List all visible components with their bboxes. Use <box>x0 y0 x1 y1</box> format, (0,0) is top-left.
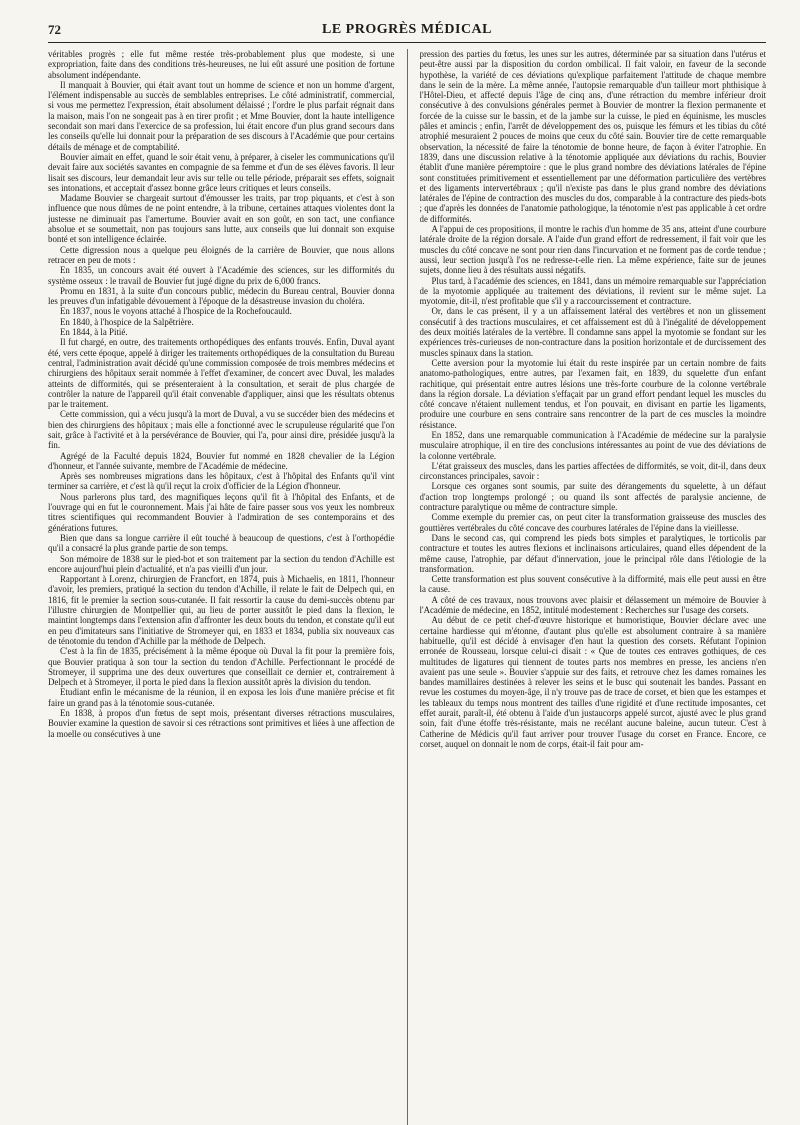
paragraph: Il fut chargé, en outre, des traitements orthopédiques des enfants trouvés. Enfin, Duval ayant été, vers cette époque, appelé à diriger les traitements orthopédiques de la consultation du Bureau central, l'administration avait décidé qu'une commission composée de trois membres médecins et chirurgiens des hôpitaux serait nommée à l'effet d'examiner, de concert avec Duval, les malades atteints de difformités, qui se présenteraient à la consultation, et serait de plus chargée de contrôler la nature de l'appareil qu'il était convenable d'appliquer, ainsi que les résultats obtenus par le traitement. <box>48 337 395 410</box>
paragraph: En 1838, à propos d'un fœtus de sept mois, présentant diverses rétractions musculaires, Bouvier examine la question de savoir si ces rétractions sont primitives et liées à une affection de la moelle ou consécutives à une <box>48 708 395 739</box>
page-number: 72 <box>48 22 61 37</box>
paragraph: Il manquait à Bouvier, qui était avant tout un homme de science et non un homme d'argent, l'élément indispensable au succès de semblables entreprises. Le côté administratif, commercial, si vous me permettez l'expression, était absolument délaissé ; l'ordre le plus parfait régnait dans la maison, mais l'on ne songeait pas à en tirer profit ; et Mme Bouvier, dont la haute intelligence secondait son mari dans l'exercice de sa profession, lui était encore d'un plus grand secours dans les conseils qu'elle lui donnait pour la préparation de ses discours à l'Académie que pour certains détails de ménage et de comptabilité. <box>48 79 395 152</box>
paragraph: Nous parlerons plus tard, des magnifiques leçons qu'il fit à l'hôpital des Enfants, et de l'ouvrage qui en fut le couronnement. Mais j'ai hâte de faire passer sous vos yeux les nombreux titres scientifiques qui recommandent Bouvier à l'admiration de ses contemporains et des générations futures. <box>48 491 395 533</box>
paragraph: Bien que dans sa longue carrière il eût touché à beaucoup de questions, c'est à l'orthopédie qu'il a consacré la plus grande partie de son temps. <box>48 532 395 554</box>
paragraph: Etudiant enfin le mécanisme de la réunion, il en exposa les lois d'une manière précise et fit faire un grand pas à la ténotomie sous-cutanée. <box>48 687 395 708</box>
paragraph: Cette transformation est plus souvent consécutive à la difformité, mais elle peut aussi en être la cause. <box>419 574 767 595</box>
column-divider <box>407 49 408 1125</box>
paragraph: pression des parties du fœtus, les unes sur les autres, déterminée par sa situation dans l'utérus et peut-être aussi par la disposition du cordon ombilical. Il fait valoir, en faveur de la seconde hypothèse, la variété de ces déviations qu'explique parfaitement l'attitude de chaque membre dans le sein de la mère. La même année, l'autopsie remarquable d'un tailleur mort phthisique à l'Hôtel-Dieu, et affecté depuis l'âge de cinq ans, d'une rétraction du membre inférieur droit consécutive à des convulsions générales permet à Bouvier de montrer la flexion permanente et forcée de la cuisse sur le bassin, et de la jambe sur la cuisse, le pied en équinisme, les muscles pâles et amincis ; enfin, l'arrêt de développement des os, puisque les fémurs et les tibias du côté atrophié mesuraient 2 pouces de moins que ceux du côté sain. Bouvier tire de cette remarquable observation, la nécessité de faire la ténotomie de bonne heure, de façon à éviter l'atrophie. En 1839, dans une discussion relative à la ténotomie appliquée aux déviations du rachis, Bouvier établit d'une manière péremptoire : que le plus grand nombre des déviations latérales de l'épine sont constituées primitivement et essentiellement par une déformation particulière des vertèbres et des ligaments intervertébraux ; qu'il n'existe pas dans le plus grand nombre des déviations latérales de l'épine de contraction des muscles du dos, comparable à la contracture des pieds-bots ; que d'après les données de l'anatomie pathologique, la ténotomie n'est pas applicable à cet ordre de difformités. <box>419 49 767 224</box>
paragraph: Son mémoire de 1838 sur le pied-bot et son traitement par la section du tendon d'Achille est encore aujourd'hui plein d'actualité, et n'a pas vieilli d'un jour. <box>48 553 395 574</box>
paragraph: Agrégé de la Faculté depuis 1824, Bouvier fut nommé en 1828 chevalier de la Légion d'honneur, et l'année suivante, membre de l'Académie de médecine. <box>48 450 395 471</box>
paragraph: Au début de ce petit chef-d'œuvre historique et humoristique, Bouvier déclare avec une certaine hardiesse qui m'étonne, d'autant plus qu'elle est absolument contraire à sa manière habituelle, qu'il est décidé à envisager d'en haut la question des corsets. Réfutant l'opinion erronée de Rousseau, lorsque celui-ci disait : « Que de toutes ces entraves gothiques, de ces multitudes de ligatures qui tiennent de toutes parts nos membres en presse, les anciens n'en avaient pas une seule ». Bouvier s'appuie sur des faits, et retrouve chez les dames romaines les bandes mamillaires destinées à relever les seins et le busc qui soutenait les bandes. Passant en revue les costumes du moyen-âge, il n'y trouve pas de trace de corset, et bien que les estampes et les tableaux du temps nous montrent des tailles d'une rigidité et d'une rectitude imposantes, cet effet aurait, paraît-il, été obtenu à l'aide d'un justaucorps appelé surcot, ajusté avec le plus grand soin, fait d'une étoffe très-résistante, mais ne recélant aucune baleine, aucun tuteur. C'est à Catherine de Médicis qu'il faut arriver pour trouver l'usage du corset en France. Encore, ce corset, auquel on donnait le nom de corps, était-il fait pour am- <box>419 615 767 749</box>
journal-title: LE PROGRÈS MÉDICAL <box>321 22 493 37</box>
paragraph: Comme exemple du premier cas, on peut citer la transformation graisseuse des muscles des gouttières vertébrales du côté concave des courbures latérales de l'épine dans la vieillesse. <box>419 512 767 533</box>
paragraph: Rapportant à Lorenz, chirurgien de Francfort, en 1874, puis à Michaelis, en 1811, l'honneur d'avoir, les premiers, pratiqué la section du tendon d'Achille, il relate le fait de Delpech qui, en 1816, fit le premier la section sous-cutanée. Il fait ressortir la cause du demi-succès obtenu par l'illustre chirurgien de Montpellier qui, au lieu de porter aussitôt le pied dans la flexion, le maintint longtemps dans l'extension afin d'affronter les deux bouts du tendon, et constate qu'il eut en peu d'imitateurs sans l'initiative de Stromeyer qui, en 1833 et 1834, publia six nouveaux cas de ténotomie du tendon d'Achille par la méthode de Delpech. <box>48 574 395 646</box>
paragraph: Plus tard, à l'académie des sciences, en 1841, dans un mémoire remarquable sur l'appréciation de la myotomie appliquée au traitement des déviations, il revient sur le même sujet. La myotomie, dit-il, n'est profitable que s'il y a raccourcissement et contracture. <box>419 275 767 307</box>
paragraph: Cette digression nous a quelque peu éloignés de la carrière de Bouvier, que nous allons retracer en peu de mots : <box>48 244 395 265</box>
paragraph: Madame Bouvier se chargeait surtout d'émousser les traits, par trop piquants, et c'est à son influence que nous dûmes de ne point entendre, à la tribune, certaines attaques violentes dont la justesse ne diminuait pas l'amertume. Bouvier avait en son goût, en son tact, une confiance absolue et se soumettait, non pas toujours sans lutte, aux conseils que lui donnait son exquise bonté et son intelligence éclairée. <box>48 193 395 245</box>
paragraph: Cette commission, qui a vécu jusqu'à la mort de Duval, a vu se succéder bien des médecins et bien des chirurgiens des hôpitaux ; mais elle a fonctionné avec le scrupuleuse régularité que l'on sait, grâce à l'activité et à la persévérance de Bouvier, qui l'a, pour ainsi dire, présidée jusqu'à la fin. <box>48 409 395 451</box>
paragraph: C'est à la fin de 1835, précisément à la même époque où Duval la fit pour la première fois, que Bouvier pratiqua à son tour la section du tendon d'Achille. Perfectionnant le procédé de Stromeyer, il supprima une des deux ouvertures que conseillait ce dernier et, contrairement à Delpech et à Stromeyer, il porta le pied dans la flexion aussitôt après la division du tendon. <box>48 646 395 688</box>
paragraph: En 1837, nous le voyons attaché à l'hospice de la Rochefoucauld. <box>60 306 292 317</box>
paragraph: Dans le second cas, qui comprend les pieds bots simples et paralytiques, le torticolis par contracture et toutes les autres flexions et inclinaisons articulaires, quand elles dépendent de la même cause, l'atrophie, par défaut d'innervation, joue le principal rôle dans l'étiologie de la transformation. <box>419 532 767 574</box>
paragraph: A l'appui de ces propositions, il montre le rachis d'un homme de 35 ans, atteint d'une courbure latérale droite de la région dorsale. A l'aide d'un grand effort de redressement, il fait voir que les muscles du côté concave ne sont pour rien dans l'incurvation et ne forment pas de corde tendue ; aussi, leur section jusqu'à l'os ne redresse-t-elle rien. La même expérience, faite sur de jeunes sujets, donne lieu à des résultats aussi négatifs. <box>419 224 767 276</box>
paragraph: Lorsque ces organes sont soumis, par suite des dérangements du squelette, à un défaut d'action trop longtemps prolongé ; ou quand ils sont affectés de paralysie ancienne, de contracture paralytique ou même de contracture simple. <box>419 481 767 513</box>
paragraph: Bouvier aimait en effet, quand le soir était venu, à préparer, à ciseler les communications qu'il devait faire aux sociétés savantes en compagnie de sa femme et d'un de ses élèves favoris. Il leur lisait ses discours, leur demandait leur avis sur telle ou telle période, préparait ses effets, soignait ses intonations, et acceptait d'assez bonne grâce leurs critiques et leurs conseils. <box>48 151 395 193</box>
paragraph: En 1835, un concours avait été ouvert à l'Académie des sciences, sur les difformités du système osseux : le travail de Bouvier fut jugé digne du prix de 6,000 francs. <box>48 265 395 286</box>
paragraph: Après ses nombreuses migrations dans les hôpitaux, c'est à l'hôpital des Enfants qu'il vint terminer sa carrière, et c'est là qu'il reçut la croix d'officier de la Légion d'honneur. <box>48 471 395 492</box>
paragraph: Or, dans le cas présent, il y a un affaissement latéral des vertèbres et non un glissement consécutif à des tractions musculaires, et cet affaissement est dû à l'inégalité de développement des deux moitiés latérales de la vertèbre. Il condamne sans appel la myotomie se fondant sur les expériences très-curieuses de non-contracture dans la position horizontale et de durcissement des muscles spinaux dans la station. <box>419 306 767 358</box>
article-columns <box>48 49 766 1125</box>
paragraph: En 1844, à la Pitié. <box>60 327 128 338</box>
left-column <box>48 49 395 1125</box>
right-column <box>420 49 767 1125</box>
paragraph: A côté de ces travaux, nous trouvons avec plaisir et délassement un mémoire de Bouvier à l'Académie de médecine, en 1852, intitulé modestement : Recherches sur l'usage des corsets. <box>419 594 767 616</box>
paragraph: Promu en 1831, à la suite d'un concours public, médecin du Bureau central, Bouvier donna les preuves d'un infatigable dévouement à l'époque de la désastreuse invasion du choléra. <box>48 285 395 307</box>
paragraph: En 1852, dans une remarquable communication à l'Académie de médecine sur la paralysie musculaire atrophique, il en tire des conclusions intéressantes au point de vue des déviations de la colonne vertébrale. <box>419 429 767 461</box>
paragraph: En 1840, à l'hospice de la Salpêtrière. <box>60 316 194 327</box>
paragraph: Cette aversion pour la myotomie lui était du reste inspirée par un certain nombre de faits anatomo-pathologiques, entre autres, par l'examen fait, en 1839, du squelette d'un enfant rachitique, qui présentait entre autres lésions une très-forte courbure de la colonne vertébrale dans la région dorsale. La déviation s'effaçait par un grand effort pendant lequel les muscles du côté concave n'étaient nullement tendus, et l'on pouvait, en divisant en partie les ligaments, produire une courbure en sens contraire sans rencontrer de la part de ces muscles la moindre résistance. <box>419 357 767 430</box>
paragraph: véritables progrès ; elle fut même restée très-probablement plus que modeste, si une expropriation, faite dans des conditions très-heureuses, ne lui eût assuré une position de fortune absolument indépendante. <box>48 49 395 80</box>
paragraph: L'état graisseux des muscles, dans les parties affectées de difformités, se voit, dit-il, dans deux circonstances principales, savoir : <box>419 460 767 482</box>
page-header <box>48 22 766 43</box>
